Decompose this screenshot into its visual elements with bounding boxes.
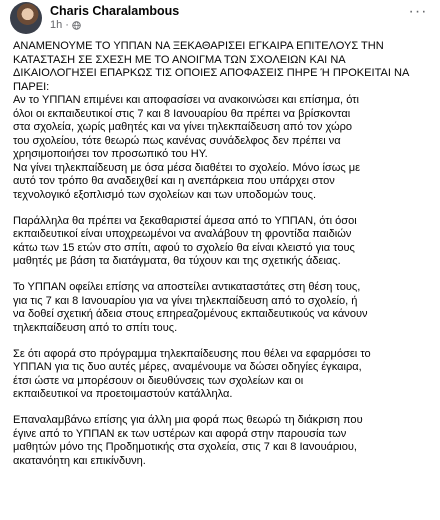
- post-text-line: ΑΝΑΜΕΝΟΥΜΕ ΤΟ ΥΠΠΑΝ ΝΑ ΞΕΚΑΘΑΡΙΣΕΙ ΕΓΚΑΙΡΑ ΕΠΙΤΕΛΟΥΣ ΤΗΝ: [13, 40, 384, 52]
- ellipsis-icon[interactable]: ···: [408, 3, 428, 20]
- post-paragraph: [13, 281, 429, 335]
- post-text-line: έγινε από το ΥΠΠΑΝ εκ των υστέρων και αφορά στην παρουσία των: [13, 427, 347, 440]
- post-paragraph: [13, 40, 429, 202]
- post-text-line: Να γίνει τηλεκπαίδευση με όσα μέσα διαθέτει το σχολείο. Μόνο ίσως με: [13, 161, 361, 174]
- post-text-line: ΔΙΚΑΙΟΛΟΓΗΣΕΙ ΕΠΑΡΚΩΣ ΤΙΣ ΟΠΟΙΕΣ ΑΠΟΦΑΣΕΙΣ ΠΗΡΕ Ή ΠΡΟΚΕΙΤΑΙ ΝΑ: [13, 67, 410, 79]
- post-text-line: ΚΑΤΑΣΤΑΣΗ ΣΕ ΣΧΕΣΗ ΜΕ ΤΟ ΑΝΟΙΓΜΑ ΤΩΝ ΣΧΟΛΕΙΩΝ ΚΑΙ ΝΑ: [13, 53, 346, 66]
- post-text-line: του σχολείου, τότε θεωρώ πως κανένας συνάδελφος δεν πρέπει να: [13, 134, 341, 147]
- post-paragraph: [13, 414, 429, 468]
- post-text-line: χρησιμοποιήσει τον προσωπικό του ΗΥ.: [13, 148, 208, 160]
- globe-icon: [72, 21, 81, 30]
- post-text-line: τηλεκπαίδευση από το σπίτι τους.: [13, 321, 178, 334]
- post-text-line: ακατανόητη και επικίνδυνη.: [13, 454, 146, 467]
- post-text-line: αυτό τον τρόπο θα αναδειχθεί και η ανεπάρκεια που υπάρχει στον: [13, 175, 335, 187]
- post-paragraph: [13, 215, 429, 269]
- post-text-line: μαθητές με βάση τα διατάγματα, θα τύχουν και της σχετικής άδειας.: [13, 255, 341, 267]
- post-text-line: ΠΑΡΕΙ:: [13, 80, 50, 93]
- post-text-line: έτσι ώστε να μπορέσουν οι διευθύνσεις των σχολείων και οι: [13, 374, 304, 387]
- post-text-line: μαθητών μόνο της Προδημοτικής στα σχολεία, στις 7 και 8 Ιανουάριου,: [13, 441, 357, 453]
- post-time[interactable]: 1h: [50, 19, 63, 31]
- post-text-line: για τις 7 και 8 Ιανουαρίου για να γίνει τηλεκπαίδευση από το σχολείο, ή: [13, 294, 358, 307]
- post-text-line: Το ΥΠΠΑΝ οφείλει επίσης να αποστείλει αντικαταστάτες στη θέση τους,: [13, 281, 361, 293]
- post-text-line: Σε ότι αφορά στο πρόγραμμα τηλεκπαίδευσης που θέλει να εφαρμόσει το: [13, 347, 371, 360]
- post-header: [8, 2, 432, 36]
- post-meta: [50, 19, 81, 31]
- post-text-line: εκπαιδευτικοί να προετοιμαστούν κατάλληλα.: [13, 388, 233, 400]
- author-avatar[interactable]: [10, 2, 42, 34]
- post-text-line: Παράλληλα θα πρέπει να ξεκαθαριστεί άμεσα από το ΥΠΠΑΝ, ότι όσοι: [13, 214, 357, 227]
- post-text-line: ΥΠΠΑΝ για τις δυο αυτές μέρες, αναμένουμε να δώσει οδηγίες έγκαιρα,: [13, 361, 362, 373]
- post-text-line: Αν το ΥΠΠΑΝ επιμένει και αποφασίσει να ανακοινώσει και επίσημα, ότι: [13, 94, 359, 106]
- post-text-line: όλοι οι εκπαιδευτικοί στις 7 και 8 Ιανουαρίου θα πρέπει να βρίσκονται: [13, 107, 351, 120]
- meta-separator: ·: [65, 19, 69, 31]
- post-text-line: να δοθεί σχετική άδεια στους επηρεαζομένους εκπαιδευτικούς να κάνουν: [13, 308, 368, 320]
- post-text-line: Επαναλαμβάνω επίσης για άλλη μια φορά πως θεωρώ τη διάκριση που: [13, 414, 363, 426]
- author-name[interactable]: Charis Charalambous: [50, 4, 180, 18]
- post-text-line: εκπαιδευτικοί είναι υποχρεωμένοι να αναλάβουν τη φροντίδα παιδιών: [13, 228, 352, 240]
- post-text-line: τεχνολογικό εξοπλισμό των σχολείων και των υποδομών τους.: [13, 188, 317, 201]
- post-text-line: κάτω των 15 ετών στο σπίτι, αφού το σχολείο θα είναι κλειστό για τους: [13, 241, 355, 254]
- post-text: [13, 40, 429, 481]
- post-paragraph: [13, 348, 429, 402]
- post-text-line: στα σχολεία, χωρίς μαθητές και να γίνει τηλεκπαίδευση από τον χώρο: [13, 121, 353, 133]
